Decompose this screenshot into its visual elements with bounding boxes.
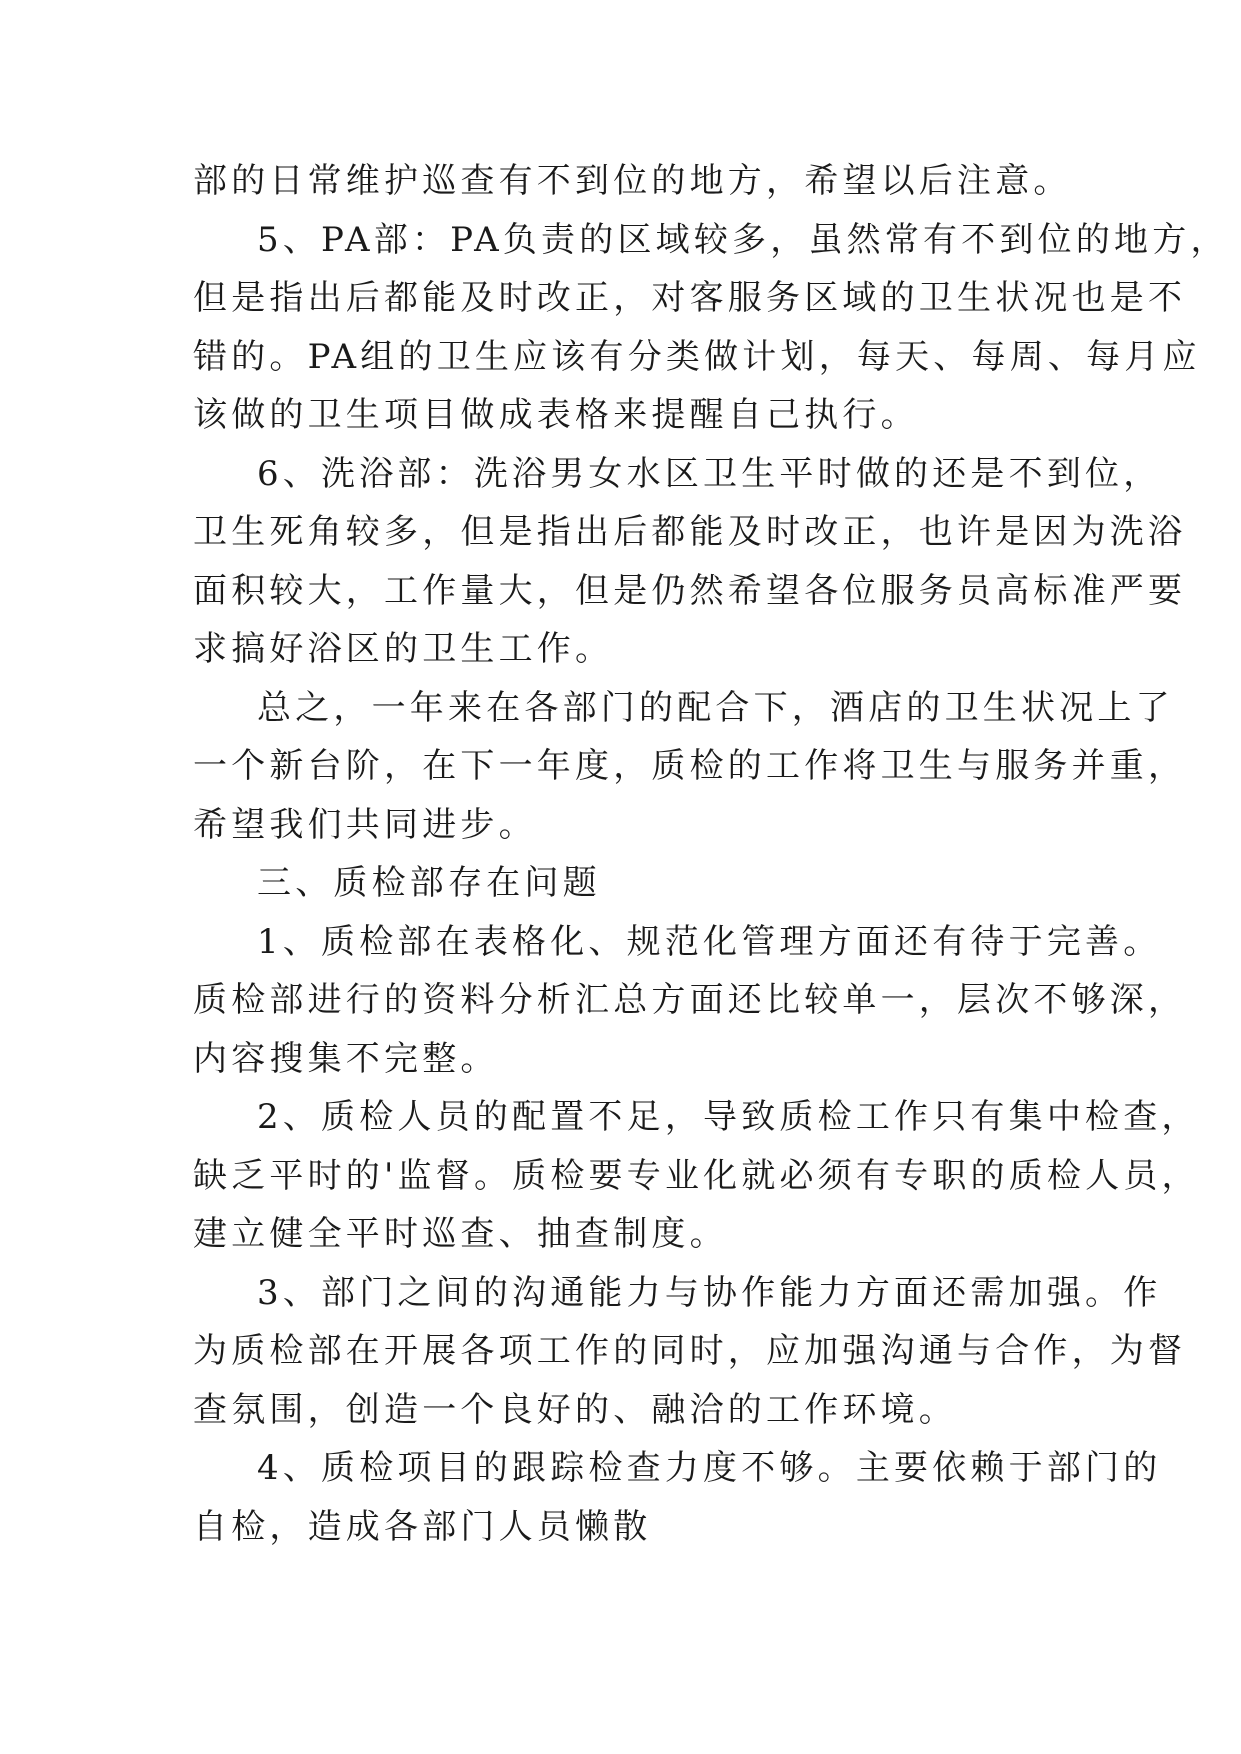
text-line: 总之，一年来在各部门的配合下，酒店的卫生状况上了 bbox=[257, 687, 1174, 728]
text-line: 2、质检人员的配置不足，导致质检工作只有集中检查， bbox=[257, 1097, 1200, 1137]
text-line: 三、质检部存在问题 bbox=[257, 863, 601, 903]
text-line: 4、质检项目的跟踪检查力度不够。主要依赖于部门的 bbox=[257, 1448, 1162, 1488]
text-line: 希望我们共同进步。 bbox=[193, 804, 537, 845]
text-line: 6、洗浴部：洗浴男女水区卫生平时做的还是不到位， bbox=[257, 453, 1162, 494]
text-line: 求搞好浴区的卫生工作。 bbox=[193, 629, 614, 669]
text-line: 卫生死角较多，但是指出后都能及时改正，也许是因为洗浴 bbox=[193, 512, 1187, 552]
text-line: 部的日常维护巡查有不到位的地方，希望以后注意。 bbox=[193, 161, 1072, 201]
document-body bbox=[193, 152, 1229, 1556]
text-line: 为质检部在开展各项工作的同时，应加强沟通与合作，为督 bbox=[193, 1331, 1187, 1371]
text-line: 一个新台阶，在下一年度，质检的工作将卫生与服务并重， bbox=[193, 746, 1187, 786]
text-line: 质检部进行的资料分析汇总方面还比较单一，层次不够深， bbox=[193, 980, 1187, 1020]
text-line: 建立健全平时巡查、抽查制度。 bbox=[193, 1214, 728, 1254]
text-line: 自检，造成各部门人员懒散 bbox=[193, 1506, 652, 1547]
text-line: 5、PA部：PA负责的区域较多，虽然常有不到位的地方， bbox=[257, 219, 1229, 260]
text-line: 查氛围，创造一个良好的、融洽的工作环境。 bbox=[193, 1389, 957, 1430]
text-line: 该做的卫生项目做成表格来提醒自己执行。 bbox=[193, 395, 919, 435]
text-line: 缺乏平时的'监督。质检要专业化就必须有专职的质检人员， bbox=[193, 1155, 1200, 1196]
text-line: 但是指出后都能及时改正，对客服务区域的卫生状况也是不 bbox=[193, 278, 1187, 318]
text-line: 错的。PA组的卫生应该有分类做计划，每天、每周、每月应 bbox=[193, 336, 1201, 377]
text-line: 面积较大，工作量大，但是仍然希望各位服务员高标准严要 bbox=[193, 570, 1187, 611]
text-line: 1、质检部在表格化、规范化管理方面还有待于完善。 bbox=[257, 921, 1162, 962]
text-line: 内容搜集不完整。 bbox=[193, 1038, 499, 1079]
text-line: 3、部门之间的沟通能力与协作能力方面还需加强。作 bbox=[257, 1272, 1162, 1313]
